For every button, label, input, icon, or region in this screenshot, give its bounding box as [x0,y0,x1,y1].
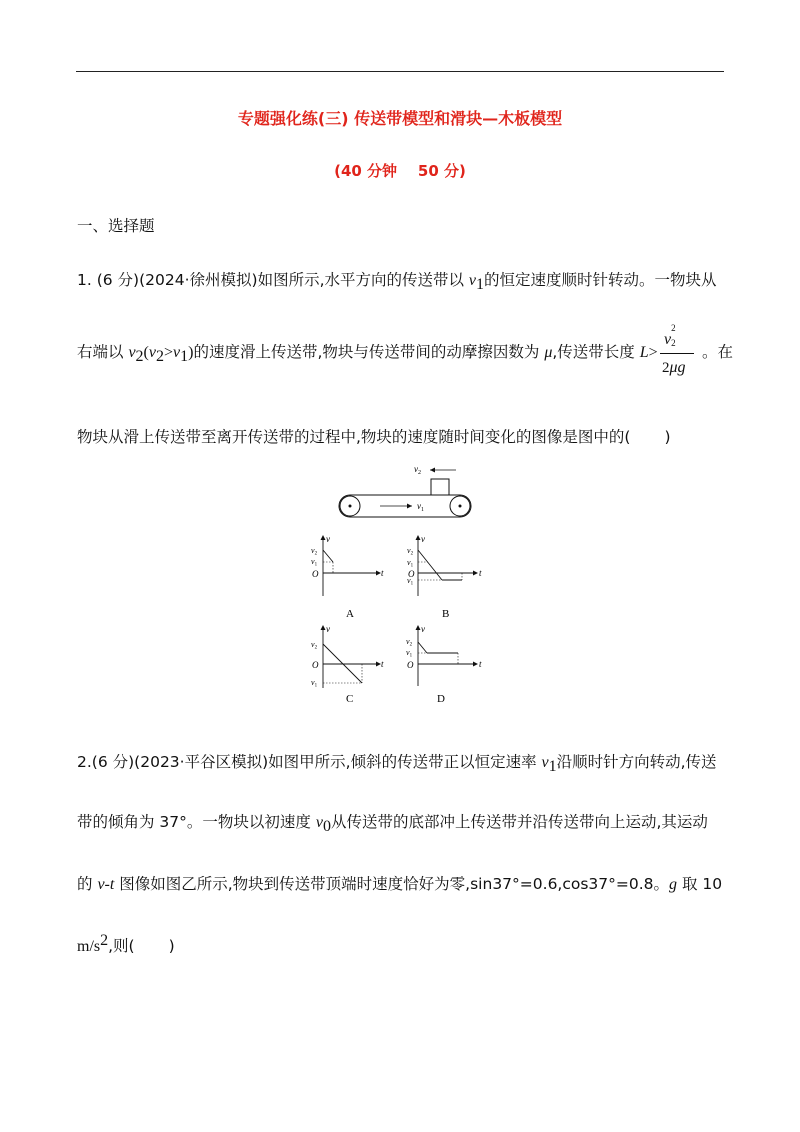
conveyor-belt-figure [330,455,480,525]
q1-var-v2: v [148,344,156,361]
q2-text: 的 [77,875,98,893]
frac-2: 2 [662,360,670,376]
graph-d-origin: O [407,660,414,670]
graph-c-line [323,644,362,683]
graph-a-axis-v: v [326,534,330,544]
frac-sup: 2 [671,323,676,333]
page-subtitle: (40 分钟 50 分) [334,162,466,180]
q2-text: 从传送带的底部冲上传送带并沿传送带向上运动,其运动 [330,813,708,831]
graph-a-line [323,550,333,562]
q1-text: 1. (6 分)(2024·徐州模拟)如图所示,水平方向的传送带以 [77,271,469,289]
q2-var-g: g [669,876,678,893]
q1-var-v1: v [173,344,181,361]
q1-gt: > [648,344,658,361]
q2-line-3 [77,872,722,894]
q1-text: ,传送带长度 [552,343,640,361]
graph-d-line [418,642,427,653]
q2-text: ,则( [108,937,135,956]
graph-d-v1: v1 [406,648,413,659]
q1-line-3 [77,425,671,447]
q2-var-v1: v [541,754,549,771]
q2-line-1 [77,750,717,776]
graph-c-v-arrow [321,625,326,630]
graph-b-axis-t: t [479,568,482,578]
graph-b-v2: v2 [407,546,414,557]
graph-a-label: A [346,608,354,620]
q2-line-4 [77,932,175,956]
graph-d-v-arrow [416,625,421,630]
q1-line-1 [77,268,717,294]
q1-cmp: > [163,344,174,361]
q2-dash: - [104,876,110,893]
belt-block [431,479,449,495]
graph-a-v1: v1 [311,557,318,568]
arrowhead-v2 [430,468,435,473]
q2-line-2 [77,810,708,836]
q1-text: 的恒定速度顺时针转动。一物块从 [484,271,717,289]
q1-paren: ) [188,344,194,361]
belt-v1-label: $v_1$ [417,501,424,513]
frac-mug: μg [669,359,686,376]
q1-var-v2: v [128,344,136,361]
graph-b-v1-neg: v1 [407,576,414,587]
q1-text: 的速度滑上传送带,物块与传送带间的动摩擦因数为 [193,343,545,361]
q2-var-t: t [109,876,115,893]
q1-sub: 2 [135,348,144,366]
q1-text: 物块从滑上传送带至离开传送带的过程中,物块的速度随时间变化的图像是图中的( [77,428,631,446]
q2-sup: 2 [100,932,109,949]
q2-text: 沿顺时针方向转动,传送 [556,753,717,771]
q2-text: 带的倾角为 37°。一物块以初速度 [77,813,316,831]
graph-b-v-arrow [416,535,421,540]
graph-a-origin: O [312,569,319,579]
graph-a [305,532,395,620]
q1-fraction-bar [660,353,694,354]
graph-a-v2: v2 [311,546,318,557]
q1-var-L: L [639,344,649,361]
graph-d [400,622,490,710]
q1-fraction-denominator [662,359,686,377]
arrowhead-v1 [407,504,412,509]
q1-text: 右端以 [77,343,129,361]
graph-c-axis-t: t [381,659,384,669]
graph-c-axis-v: v [326,624,330,634]
graph-d-v2: v2 [406,637,413,648]
q2-unit: m/s [77,938,101,956]
graph-b-axis-v: v [421,534,425,544]
q2-var-v0: v [315,814,323,831]
graph-b-t-arrow [473,571,478,576]
q1-sub: 1 [476,276,485,294]
frac-sub: 2 [671,338,676,348]
top-rule [76,71,724,72]
graph-c-v1-neg: v1 [311,678,318,689]
q1-text: ) [664,428,671,446]
graph-c-label: C [346,693,354,705]
graph-c-origin: O [312,660,319,670]
q1-sub: 1 [180,348,189,366]
section-heading: 一、选择题 [77,217,155,235]
graph-a-axis-t: t [381,568,384,578]
graph-b [400,532,490,620]
graph-c [305,622,395,710]
right-pulley-center [459,505,462,508]
q1-var-mu: μ [544,344,553,361]
graph-d-t-arrow [473,662,478,667]
q1-sub: 2 [155,348,164,366]
q1-fraction-numerator [664,323,676,349]
graph-d-axis-t: t [479,659,482,669]
q1-line-2-end: 。在 [702,343,734,361]
q2-text: 取 10 [677,875,723,893]
q2-text: ) [168,937,175,956]
q2-var-v: v [97,876,105,893]
q1-paren: ( [143,344,149,361]
q2-text: 图像如图乙所示,物块到传送带顶端时速度恰好为零,sin37°=0.6,cos37°=0.8。 [114,875,670,893]
graph-d-label: D [437,693,445,705]
left-pulley-center [349,505,352,508]
q2-sub: 1 [548,758,557,776]
graph-b-origin: O [408,569,415,579]
block-v2-label: $v_2$ [414,464,421,476]
q2-sub: 0 [322,818,331,836]
frac-v: v [664,331,672,348]
graph-c-v2: v2 [311,640,318,651]
graph-d-axis-v: v [421,624,425,634]
graph-b-v1: v1 [407,558,414,569]
page-title: 专题强化练(三) 传送带模型和滑块—木板模型 [237,109,563,128]
graph-a-v-arrow [321,535,326,540]
q1-var-v1: v [468,272,477,289]
q1-line-2 [77,340,658,366]
graph-b-label: B [442,608,450,620]
q2-text: 2.(6 分)(2023·平谷区模拟)如图甲所示,倾斜的传送带正以恒定速率 [77,753,542,771]
graph-b-line [418,550,442,580]
